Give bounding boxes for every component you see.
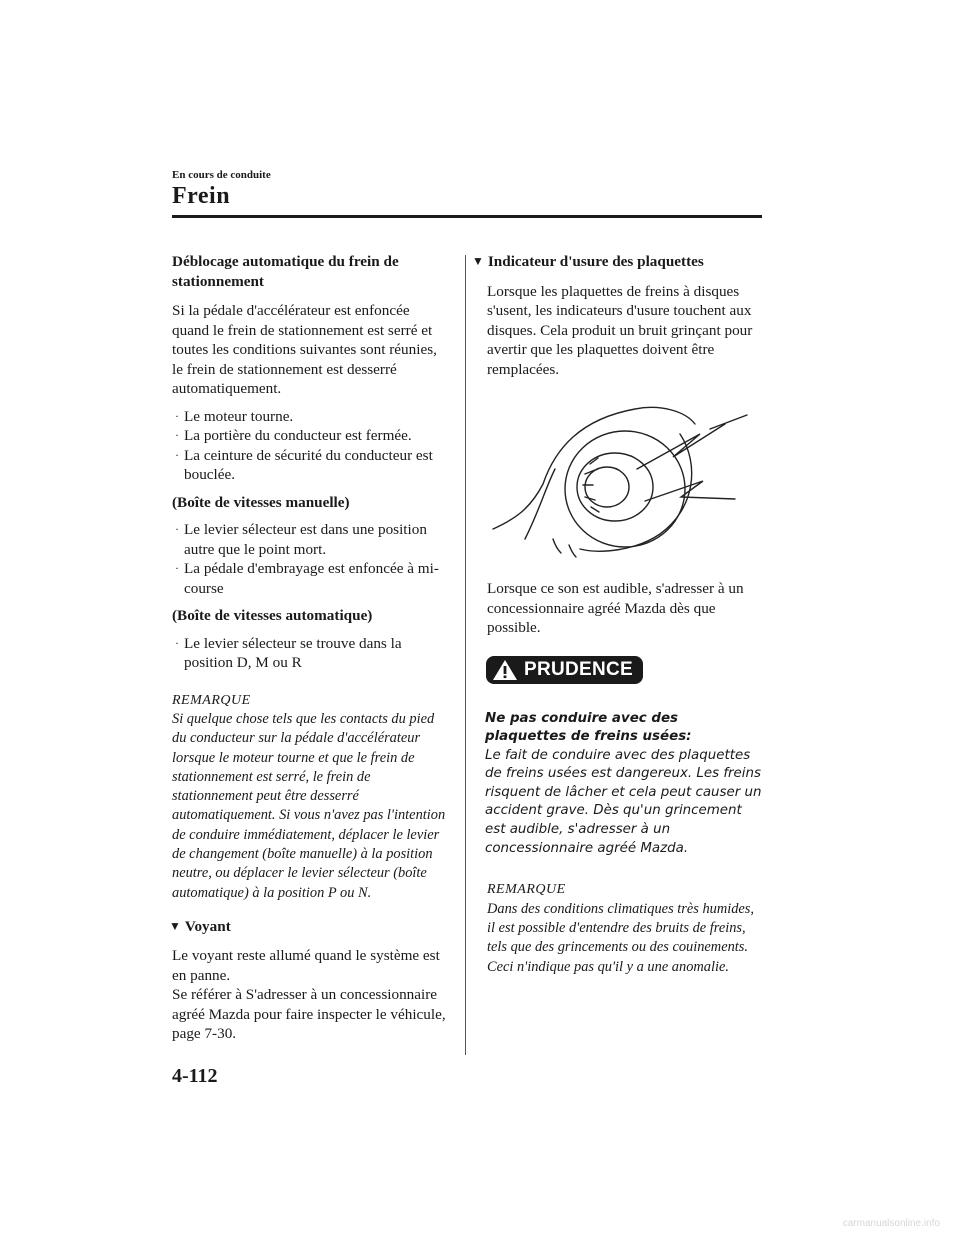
manual-gearbox-heading: (Boîte de vitesses manuelle) <box>172 493 350 511</box>
list-item <box>172 407 450 427</box>
list-item-text: La pédale d'embrayage est enfoncée à mi-course <box>184 560 439 597</box>
list-item-text: Le moteur tourne. <box>184 407 294 425</box>
page-number: 4-112 <box>172 1065 218 1087</box>
list-item-text: Le levier sélecteur est dans une position autre que le point mort. <box>184 521 427 558</box>
bullet-icon: · <box>175 428 179 442</box>
note-body: Dans des conditions climatiques très humides, il est possible d'entendre des bruits de freins, tels que des grincements ou des couinements. Ceci n'indique pas qu'il y a une anomalie. <box>487 900 755 975</box>
bullet-icon: · <box>175 635 179 650</box>
watermark: carmanualsonline.info <box>842 1218 940 1229</box>
list-item <box>172 426 450 446</box>
page-title: Frein <box>172 183 231 209</box>
column-divider <box>465 255 466 1055</box>
auto-release-heading: Déblocage automatique du frein de stationnement <box>172 253 399 290</box>
after-image-text: Lorsque ce son est audible, s'adresser à un concessionnaire agréé Mazda dès que possible. <box>487 580 744 636</box>
automatic-gearbox-list <box>172 634 450 673</box>
manual-gearbox-list <box>172 520 450 598</box>
voyant-heading <box>169 917 450 937</box>
brake-pad-illustration <box>485 389 755 569</box>
note-body: Si quelque chose tels que les contacts du pied du conducteur sur la pédale d'accélérateur lorsque le moteur tourne et que le frein de stationnement est serré, le frein de stationnement peut être desserré automatiquement. Si vous n'avez pas l'intention de conduire immédiatement, déplacer le levier de changement (boîte manuelle) à la position neutre, ou déplacer le levier sélecteur (boîte automatique) à la position P ou N. <box>172 711 446 901</box>
left-column <box>169 252 450 1044</box>
section-label: En cours de conduite <box>172 169 271 181</box>
wear-indicator-intro: Lorsque les plaquettes de freins à disques s'usent, les indicateurs d'usure touchent aux disques. Cela produit un bruit grinçant pour avertir que les plaquettes doivent être remplacées. <box>487 282 753 378</box>
auto-release-intro: Si la pédale d'accélérateur est enfoncée quand le frein de stationnement est serré et toutes les conditions suivantes sont réunies, le frein de stationnement est desserré automatiquement. <box>172 302 437 397</box>
list-item <box>172 559 450 598</box>
conditions-list <box>172 407 450 485</box>
list-item-text: Le levier sélecteur se trouve dans la position D, M ou R <box>184 634 402 671</box>
header-divider <box>172 215 762 218</box>
voyant-body: Le voyant reste allumé quand le système est en panne. <box>172 947 440 984</box>
bullet-icon: · <box>175 408 179 423</box>
automatic-gearbox-heading: (Boîte de vitesses automatique) <box>172 607 373 624</box>
caution-body: Le fait de conduire avec des plaquettes de freins usées est dangereux. Les freins risquent de lâcher et cela peut causer un accident grave. Dès qu'un grincement est audible, s'adresser à un concessionnaire agréé Mazda. <box>485 747 762 856</box>
warning-triangle-icon <box>492 659 518 681</box>
wear-indicator-heading-label: Indicateur d'usure des plaquettes <box>487 253 704 270</box>
list-item <box>172 520 450 559</box>
note-title: REMARQUE <box>487 882 566 898</box>
bullet-icon: · <box>175 561 179 575</box>
note-title: REMARQUE <box>172 692 251 708</box>
triangle-down-icon: ▼ <box>472 254 484 268</box>
caution-badge-label: PRUDENCE <box>524 658 634 680</box>
list-item <box>172 634 450 673</box>
bullet-icon: · <box>175 447 179 462</box>
voyant-heading-label: Voyant <box>184 917 231 935</box>
caution-badge <box>486 656 643 684</box>
voyant-reference: Se référer à S'adresser à un concessionnaire agréé Mazda pour faire inspecter le véhicule, page 7-30. <box>172 986 446 1043</box>
list-item-text: La portière du conducteur est fermée. <box>184 427 412 444</box>
right-column <box>472 252 762 977</box>
list-item <box>172 446 450 485</box>
list-item-text: La ceinture de sécurité du conducteur est bouclée. <box>184 446 433 483</box>
bullet-icon: · <box>175 522 179 536</box>
wear-indicator-heading <box>472 252 762 272</box>
caution-title: Ne pas conduire avec des plaquettes de freins usées: <box>485 710 692 745</box>
triangle-down-icon: ▼ <box>169 918 181 933</box>
